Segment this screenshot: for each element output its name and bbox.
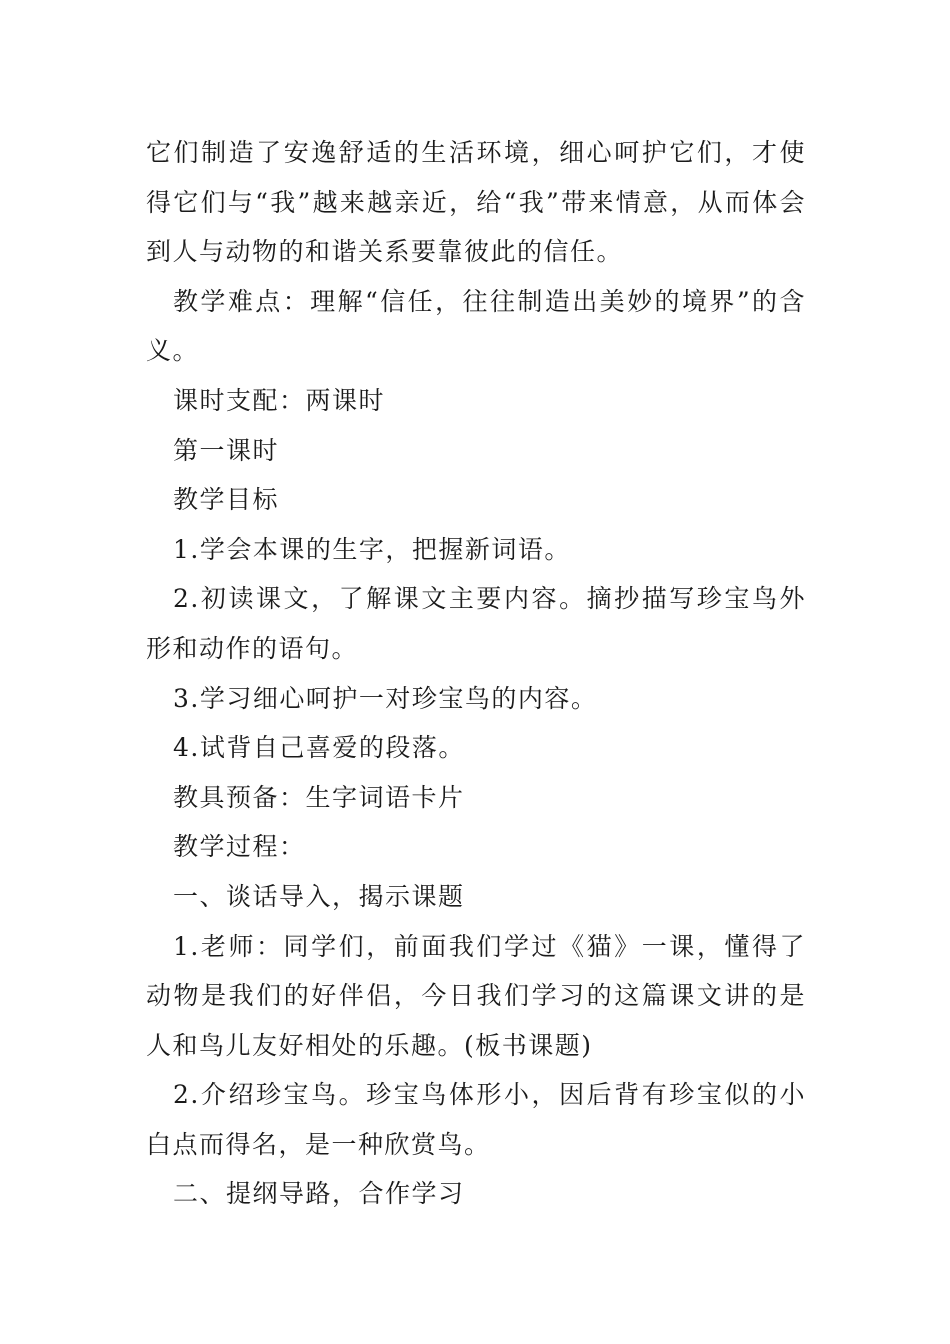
section-1-heading: 一、谈话导入，揭示课题 bbox=[173, 881, 465, 911]
process-step-1: 1.老师：同学们，前面我们学过《猫》一课，懂得了动物是我们的好伴侣，今日我们学习的这篇课文讲的是人和鸟儿友好相处的乐趣。(板书课题) bbox=[146, 931, 806, 1060]
teaching-difficulty-paragraph: 教学难点：理解“信任，往往制造出美妙的境界”的含义。 bbox=[146, 286, 806, 366]
goal-item-2: 2.初读课文，了解课文主要内容。摘抄描写珍宝鸟外形和动作的语句。 bbox=[146, 584, 806, 663]
teaching-goals-heading: 教学目标 bbox=[173, 485, 280, 515]
document-page bbox=[146, 128, 806, 1219]
teaching-process-heading: 教学过程： bbox=[173, 832, 306, 862]
body-paragraph: 它们制造了安逸舒适的生活环境，细心呵护它们，才使得它们与“我”越来越亲近，给“我”带来情意，从而体会到人与动物的和谐关系要靠彼此的信任。 bbox=[146, 138, 806, 267]
lesson-schedule-line: 课时支配：两课时 bbox=[173, 385, 386, 415]
first-lesson-heading: 第一课时 bbox=[173, 435, 280, 465]
goal-item-3: 3.学习细心呵护一对珍宝鸟的内容。 bbox=[173, 683, 598, 713]
goal-item-4: 4.试背自己喜爱的段落。 bbox=[173, 733, 465, 763]
teaching-materials-line: 教具预备：生字词语卡片 bbox=[173, 782, 465, 812]
goal-item-1: 1.学会本课的生字，把握新词语。 bbox=[173, 534, 571, 564]
section-2-heading: 二、提纲导路，合作学习 bbox=[173, 1179, 465, 1209]
process-step-2: 2.介绍珍宝鸟。珍宝鸟体形小，因后背有珍宝似的小白点而得名，是一种欣赏鸟。 bbox=[146, 1080, 806, 1159]
